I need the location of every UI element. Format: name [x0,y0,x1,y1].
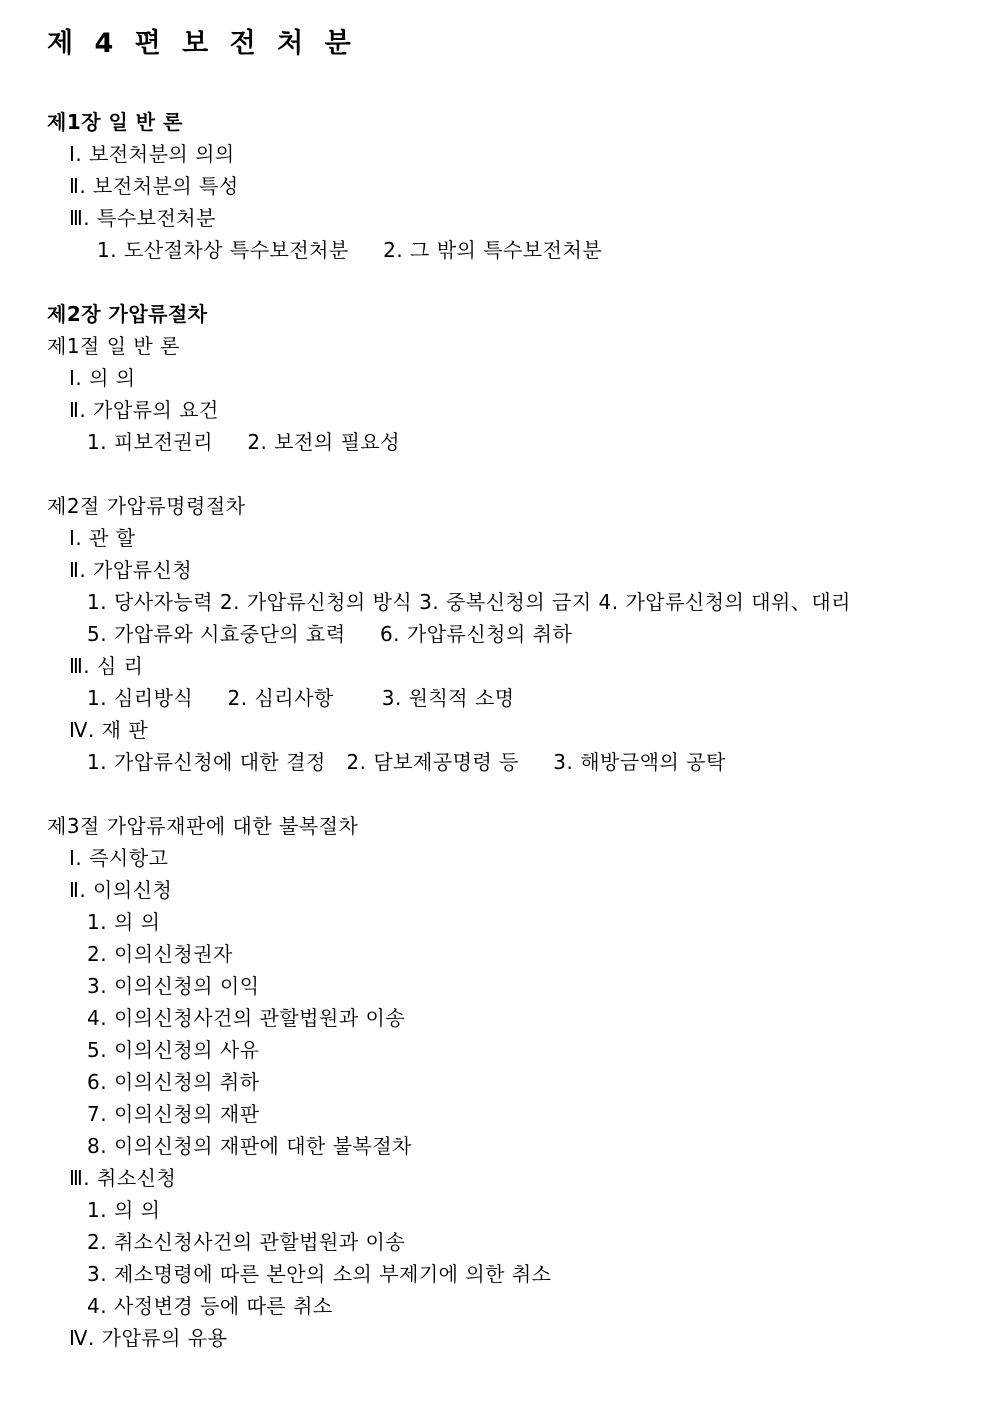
outline-subitem: 5. 가압류와 시효중단의 효력 6. 가압류신청의 취하 [87,622,573,646]
outline-item: Ⅰ. 의 의 [69,366,136,390]
outline-subitem: 7. 이의신청의 재판 [87,1102,260,1126]
outline-item: Ⅰ. 관 할 [69,526,136,550]
outline-item: Ⅳ. 가압류의 유용 [69,1326,228,1350]
outline-item: Ⅳ. 재 판 [69,718,149,742]
outline-subitem: 6. 이의신청의 취하 [87,1070,260,1094]
outline-subitem: 1. 의 의 [87,910,161,934]
outline-subitem: 1. 당사자능력 2. 가압류신청의 방식 3. 중복신청의 금지 4. 가압류신청의 대위、대리 [87,590,852,614]
outline-subitem: 3. 제소명령에 따른 본안의 소의 부제기에 의한 취소 [87,1262,552,1286]
outline-item: Ⅱ. 보전처분의 특성 [69,174,239,198]
outline-item: Ⅱ. 가압류의 요건 [69,398,219,422]
outline-subitem: 8. 이의신청의 재판에 대한 불복절차 [87,1134,412,1158]
section-1-heading: 제1절 일 반 론 [47,334,180,358]
outline-subitem: 2. 이의신청권자 [87,942,233,966]
outline-subitem: 3. 이의신청의 이익 [87,974,260,998]
outline-item: Ⅰ. 보전처분의 의의 [69,142,235,166]
outline-subitem: 5. 이의신청의 사유 [87,1038,260,1062]
outline-subitem: 1. 가압류신청에 대한 결정 2. 담보제공명령 등 3. 해방금액의 공탁 [87,750,726,774]
chapter-1-heading: 제1장 일 반 론 [47,110,183,134]
outline-subitem: 1. 의 의 [87,1198,161,1222]
outline-subitem: 1. 심리방식 2. 심리사항 3. 원칙적 소명 [87,686,515,710]
outline-subitem: 1. 피보전권리 2. 보전의 필요성 [87,430,401,454]
outline-subitem: 1. 도산절차상 특수보전처분 2. 그 밖의 특수보전처분 [97,238,603,262]
outline-item: Ⅲ. 취소신청 [69,1166,177,1190]
outline-subitem: 4. 사정변경 등에 따른 취소 [87,1294,333,1318]
outline-item: Ⅰ. 즉시항고 [69,846,169,870]
outline-subitem: 2. 취소신청사건의 관할법원과 이송 [87,1230,406,1254]
outline-item: Ⅲ. 특수보전처분 [69,206,216,230]
outline-item: Ⅲ. 심 리 [69,654,144,678]
outline-item: Ⅱ. 이의신청 [69,878,173,902]
chapter-2-heading: 제2장 가압류절차 [47,302,208,326]
outline-subitem: 4. 이의신청사건의 관할법원과 이송 [87,1006,406,1030]
section-3-heading: 제3절 가압류재판에 대한 불복절차 [47,814,359,838]
part-title: 제 4 편 보 전 처 분 [47,28,357,59]
outline-item: Ⅱ. 가압류신청 [69,558,193,582]
section-2-heading: 제2절 가압류명령절차 [47,494,246,518]
